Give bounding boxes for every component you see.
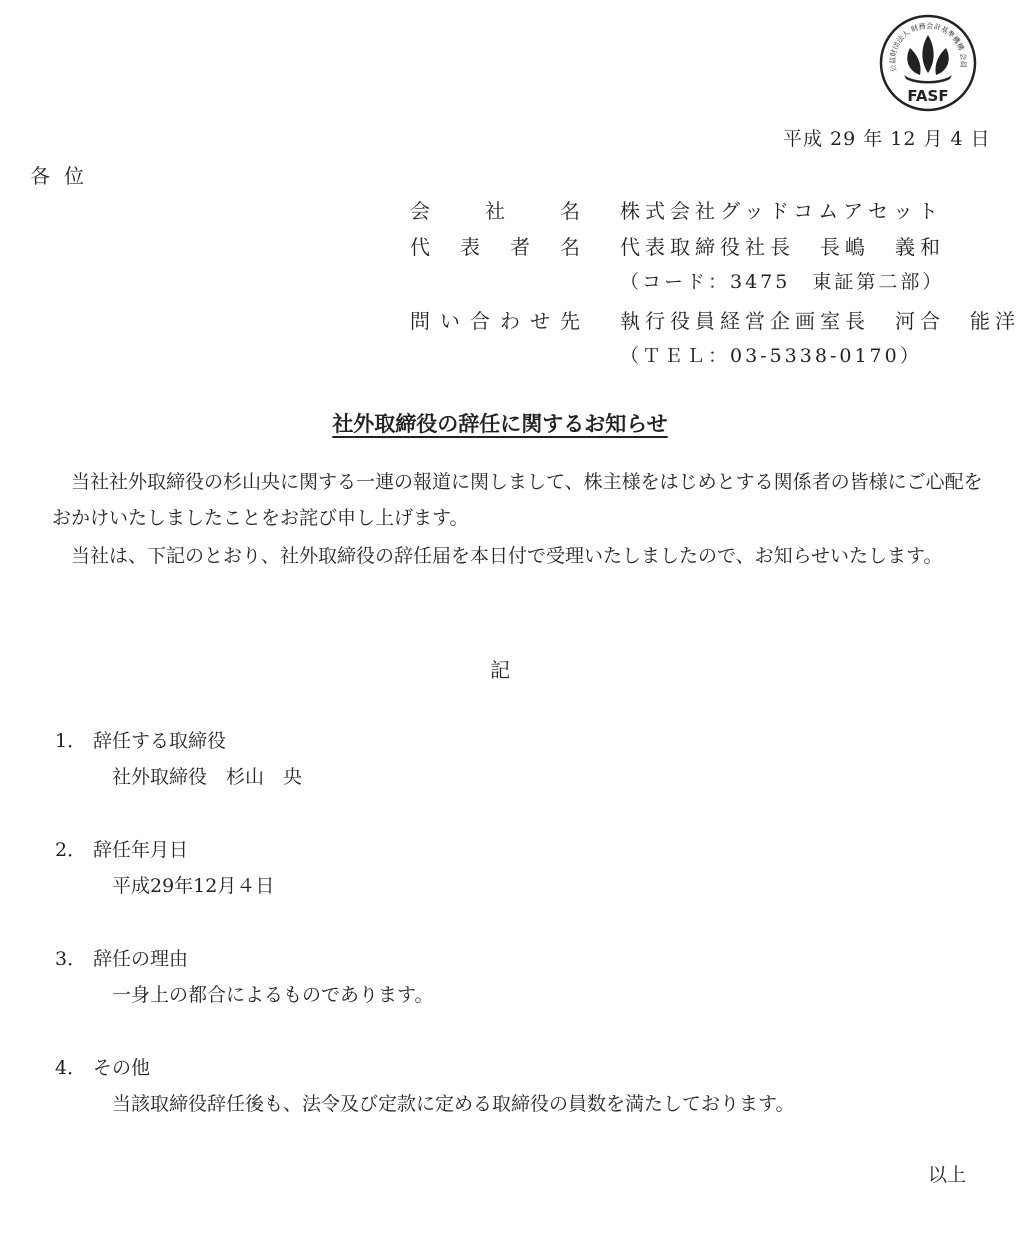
logo-ring-text: 公益財団法人 財務会計基準機構 会員 <box>887 21 969 73</box>
contact-tel: （ＴＥＬ：03-5338-0170） <box>620 345 922 367</box>
representative-name: 代表取締役社長 長嶋 義和 <box>620 235 945 259</box>
item-reason-heading: 3． 辞任の理由 <box>55 948 189 970</box>
item-other-content: 当該取締役辞任後も、法令及び定款に定める取締役の員数を満たしております。 <box>112 1093 795 1115</box>
logo-text: FASF <box>907 87 949 105</box>
contact-label: 問 い 合 わ せ 先 <box>410 309 580 333</box>
closing-mark: 以上 <box>928 1164 967 1186</box>
body-paragraph-apology: 当社社外取締役の杉山央に関する一連の報道に関しまして、株主様をはじめとする関係者の皆様にご心配をおかけいたしましたことをお詫び申し上げます。 <box>52 471 983 529</box>
item-other-heading: 4． その他 <box>55 1057 151 1079</box>
representative-label: 代 表 者 名 <box>410 235 580 259</box>
item-reason-content: 一身上の都合によるものであります。 <box>112 984 434 1006</box>
item-resignation-date-heading: 2． 辞任年月日 <box>55 839 189 861</box>
item-resigning-director-content: 社外取締役 杉山 央 <box>112 766 303 788</box>
addressee: 各位 <box>30 164 98 188</box>
company-name-label: 会 社 名 <box>410 199 580 223</box>
fasf-seal-icon <box>878 13 978 113</box>
ki-heading: 記 <box>490 658 510 682</box>
body-paragraph-notice: 当社は、下記のとおり、社外取締役の辞任届を本日付で受理いたしましたので、お知らせいたします。 <box>71 545 943 567</box>
stock-code: （コード：3475 東証第二部） <box>620 271 945 293</box>
company-name: 株式会社グッドコムアセット <box>620 199 943 223</box>
item-resignation-date-content: 平成29年12月４日 <box>112 875 275 897</box>
page-title: 社外取締役の辞任に関するお知らせ <box>332 412 668 436</box>
issue-date: 平成 29 年 12 月 4 日 <box>783 128 991 150</box>
item-resigning-director-heading: 1． 辞任する取締役 <box>55 730 227 752</box>
contact-person: 執行役員経営企画室長 河合 能洋 <box>620 309 1020 333</box>
